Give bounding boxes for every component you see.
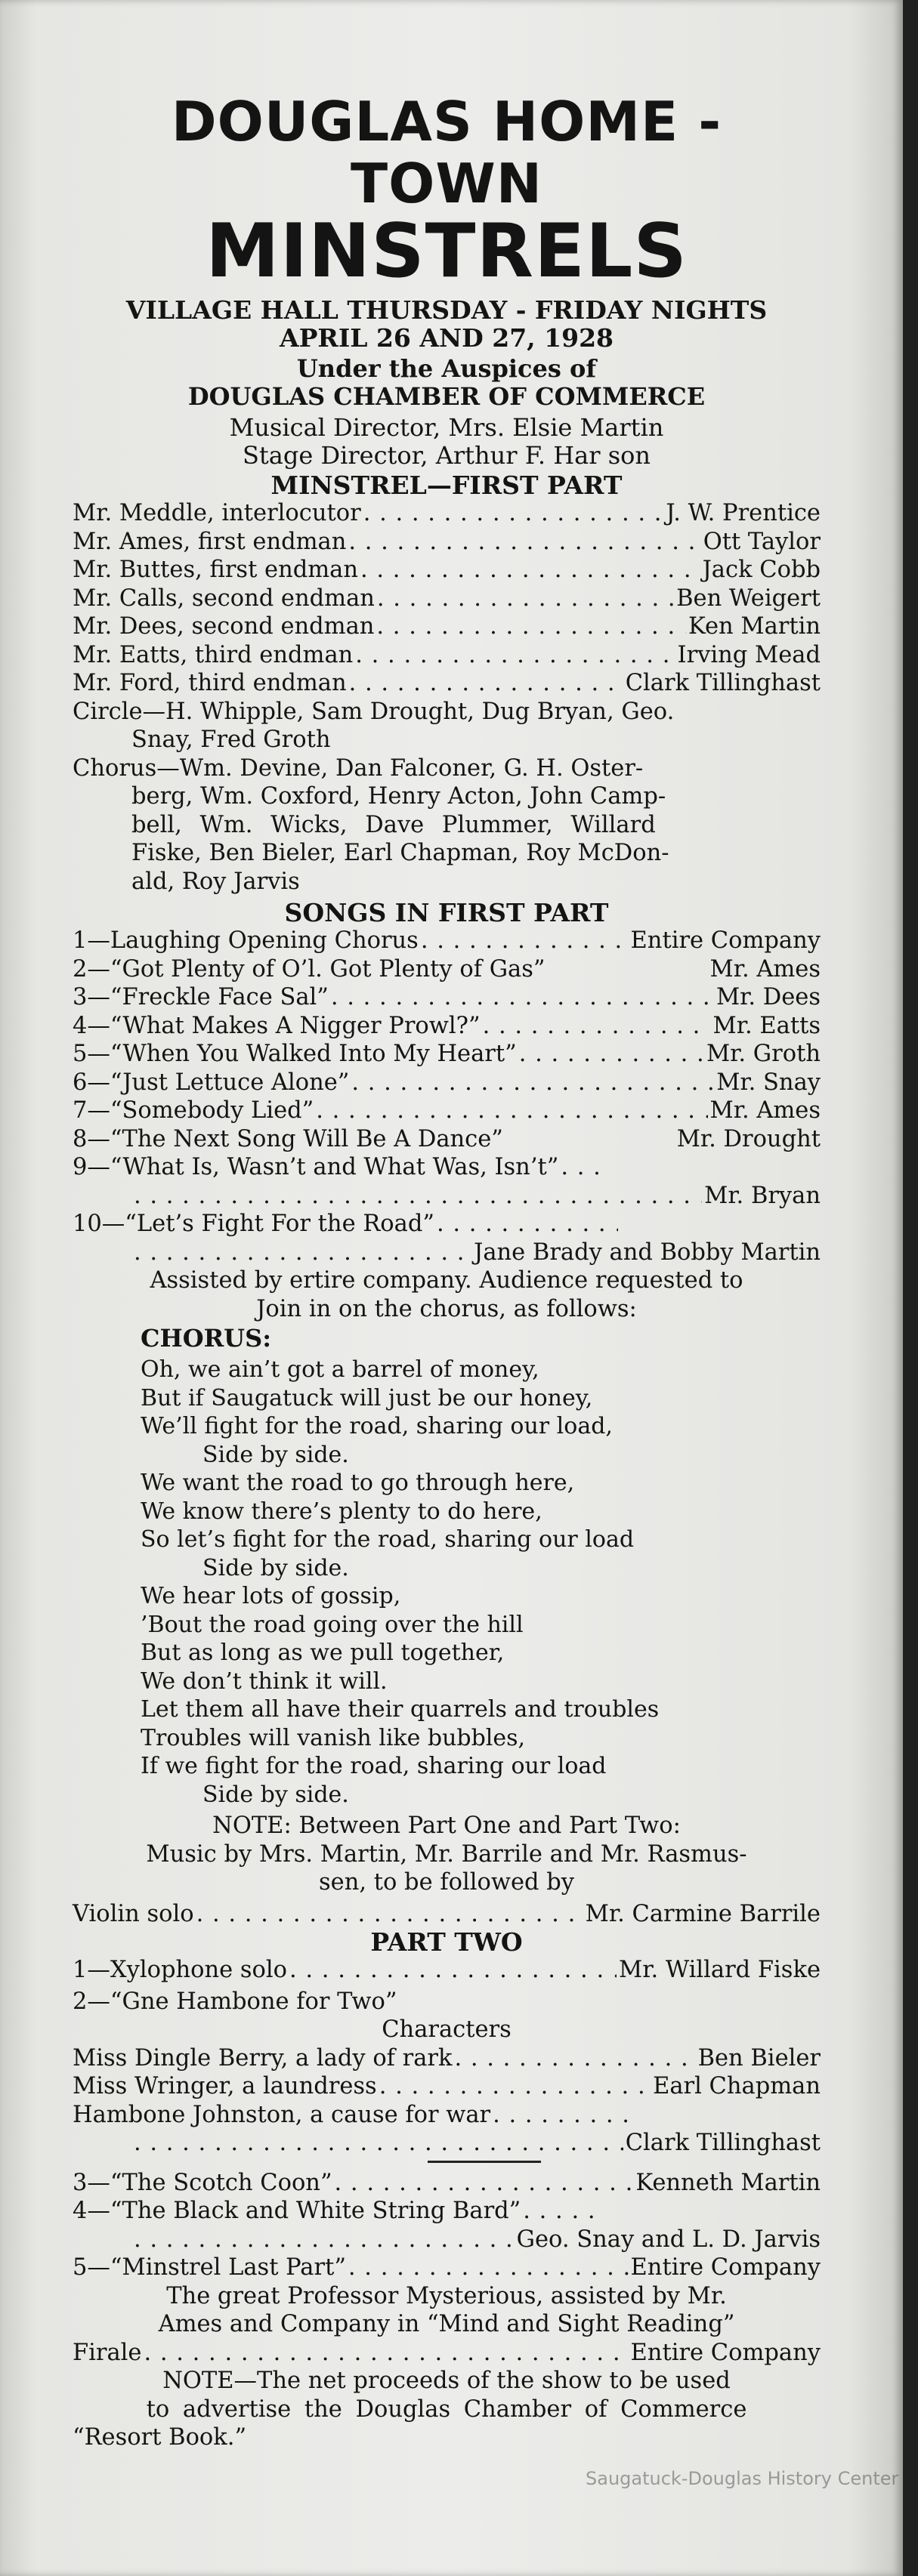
character-row: Miss Dingle Berry, a lady of rark . . . Ben Bieler: [73, 2044, 821, 2073]
note1-line: sen, to be followed by: [319, 1869, 574, 1896]
auspices: Under the Auspices of: [296, 354, 597, 383]
lyric-line: We hear lots of gossip,: [141, 1583, 401, 1609]
lyric-line: Oh, we ain’t got a barrel of money,: [141, 1356, 539, 1383]
finale-row: Firale . . . Entire Company: [73, 2339, 821, 2368]
part2-heading: PART TWO: [370, 1927, 523, 1957]
divider-rule: [428, 2161, 541, 2163]
part1-heading: MINSTREL—FIRST PART: [270, 470, 623, 500]
song-row: 3—“Freckle Face Sal” . . . Mr. Dees: [73, 983, 821, 1012]
song-row: 5—“When You Walked Into My Heart” . . . Mr. Groth: [73, 1040, 821, 1069]
songs-list: [73, 927, 821, 1323]
chorus-members-line: ald, Roy Jarvis: [131, 868, 300, 895]
song-row: 1—Laughing Opening Chorus . . . Entire Company: [73, 927, 821, 955]
lyric-line: Side by side.: [202, 1554, 349, 1581]
song-row-cont: . . . Jane Brady and Bobby Martin: [73, 1239, 821, 1267]
note1-line: NOTE: Between Part One and Part Two:: [212, 1812, 681, 1839]
sponsor: DOUGLAS CHAMBER OF COMMERCE: [187, 382, 706, 411]
cast-row: Mr. Ames, first endman . . . Ott Taylor: [73, 528, 821, 557]
note2-line: NOTE—The net proceeds of the show to be used: [162, 2368, 731, 2394]
circle-line-2: Snay, Fred Groth: [131, 727, 331, 753]
character-row: Hambone Johnston, a cause for war . . .: [73, 2101, 821, 2130]
song-row: 6—“Just Lettuce Alone” . . . Mr. Snay: [73, 1069, 821, 1097]
page-edge-shadow: [903, 0, 918, 2576]
chorus-members-line: bell, Wm. Wicks, Dave Plummer, Willard: [131, 811, 656, 838]
stage-director: Stage Director, Arthur F. Har son: [242, 441, 651, 470]
song-row: 4—“What Makes A Nigger Prowl?” . . . Mr. Eatts: [73, 1012, 821, 1041]
professor-line: Ames and Company in “Mind and Sight Reading”: [158, 2311, 735, 2337]
lyric-line: We don’t think it will.: [141, 1667, 388, 1695]
song-row-cont: . . . Mr. Bryan: [73, 1182, 821, 1211]
assisted-line: Join in on the chorus, as follows:: [256, 1295, 637, 1322]
assisted-line: Assisted by ertire company. Audience requested to: [150, 1267, 743, 1294]
song-row: 9—“What Is, Wasn’t and What Was, Isn’t” . . .: [73, 1153, 821, 1182]
lyric-line: We know there’s plenty to do here,: [141, 1498, 542, 1525]
cast-list: [73, 499, 821, 896]
cast-row: Mr. Calls, second endman . . . Ben Weigert: [73, 585, 821, 613]
act-row-cont: . . . Geo. Snay and L. D. Jarvis: [73, 2226, 821, 2254]
cast-row: Mr. Buttes, first endman . . . Jack Cobb: [73, 556, 821, 585]
cast-row: Mr. Eatts, third endman . . . Irving Mead: [73, 641, 821, 670]
lyric-line: Troubles will vanish like bubbles,: [141, 1724, 526, 1751]
lyric-line: ’Bout the road going over the hill: [141, 1611, 524, 1638]
title-line-1: DOUGLAS HOME - TOWN: [171, 90, 722, 215]
act-row: 4—“The Black and White String Bard” . . .: [73, 2197, 821, 2226]
chorus-lyrics: [73, 1325, 821, 1809]
note1-line: Music by Mrs. Martin, Mr. Barrile and Mr. Rasmus-: [146, 1840, 747, 1868]
character-row: Miss Wringer, a laundress . . . Earl Chapman: [73, 2072, 821, 2101]
note2-line: “Resort Book.”: [73, 2424, 247, 2451]
act-row: 5—“Minstrel Last Part” . . . Entire Company: [73, 2254, 821, 2282]
chorus-members-line: Chorus—Wm. Devine, Dan Falconer, G. H. Oster-: [73, 754, 644, 782]
song-row: 7—“Somebody Lied” . . . Mr. Ames: [73, 1097, 821, 1125]
circle-line-1: Circle—H. Whipple, Sam Drought, Dug Bryan, Geo.: [73, 698, 675, 725]
chorus-members-line: Fiske, Ben Bieler, Earl Chapman, Roy McDon-: [131, 840, 669, 866]
watermark: Saugatuck-Douglas History Center: [586, 2468, 899, 2489]
act-row: 3—“The Scotch Coon” . . . Kenneth Martin: [73, 2169, 821, 2198]
lyric-line: We’ll fight for the road, sharing our load,: [141, 1413, 613, 1439]
venue: VILLAGE HALL THURSDAY - FRIDAY NIGHTS: [125, 295, 768, 325]
program-content: [73, 91, 821, 2452]
violin-row: Violin solo . . . Mr. Carmine Barrile: [73, 1900, 821, 1929]
song-row: 2—“Got Plenty of O’l. Got Plenty of Gas” Mr. Ames: [73, 955, 821, 983]
character-row-cont: . . . Clark Tillinghast: [73, 2129, 821, 2158]
title-line-2: MINSTRELS: [206, 208, 688, 295]
songs-heading: SONGS IN FIRST PART: [284, 898, 609, 927]
cast-row: Mr. Dees, second endman . . . Ken Martin: [73, 612, 821, 641]
lyric-line: But if Saugatuck will just be our honey,: [141, 1384, 593, 1411]
chorus-members-line: berg, Wm. Coxford, Henry Acton, John Camp-: [131, 783, 666, 810]
cast-row: Mr. Ford, third endman . . . Clark Tillinghast: [73, 669, 821, 698]
musical-director: Musical Director, Mrs. Elsie Martin: [229, 413, 664, 442]
note2-line: to advertise the Douglas Chamber of Commerce: [146, 2396, 747, 2423]
lyric-line: So let’s fight for the road, sharing our load: [141, 1526, 635, 1553]
hambone-title: 2—“Gne Hambone for Two”: [73, 1988, 397, 2015]
dates: APRIL 26 AND 27, 1928: [279, 323, 614, 353]
lyric-line: We want the road to go through here,: [141, 1470, 575, 1496]
lyric-line: Side by side.: [202, 1441, 349, 1468]
lyric-line: Side by side.: [202, 1781, 349, 1808]
characters-heading: Characters: [382, 2016, 512, 2043]
professor-line: The great Professor Mysterious, assisted by Mr.: [166, 2282, 727, 2309]
lyric-line: But as long as we pull together,: [141, 1640, 505, 1666]
song-row: 10—“Let’s Fight For the Road” . . .: [73, 1210, 821, 1239]
lyric-line: Let them all have their quarrels and troubles: [141, 1696, 660, 1723]
chorus-heading: CHORUS:: [141, 1324, 271, 1353]
part-two-section: [73, 1812, 821, 2452]
lyric-line: If we fight for the road, sharing our load: [141, 1753, 607, 1779]
cast-row: Mr. Meddle, interlocutor . . . J. W. Prentice: [73, 499, 821, 528]
xylophone-row: 1—Xylophone solo . . . Mr. Willard Fiske: [73, 1956, 821, 1985]
song-row: 8—“The Next Song Will Be A Dance” Mr. Drought: [73, 1125, 821, 1152]
